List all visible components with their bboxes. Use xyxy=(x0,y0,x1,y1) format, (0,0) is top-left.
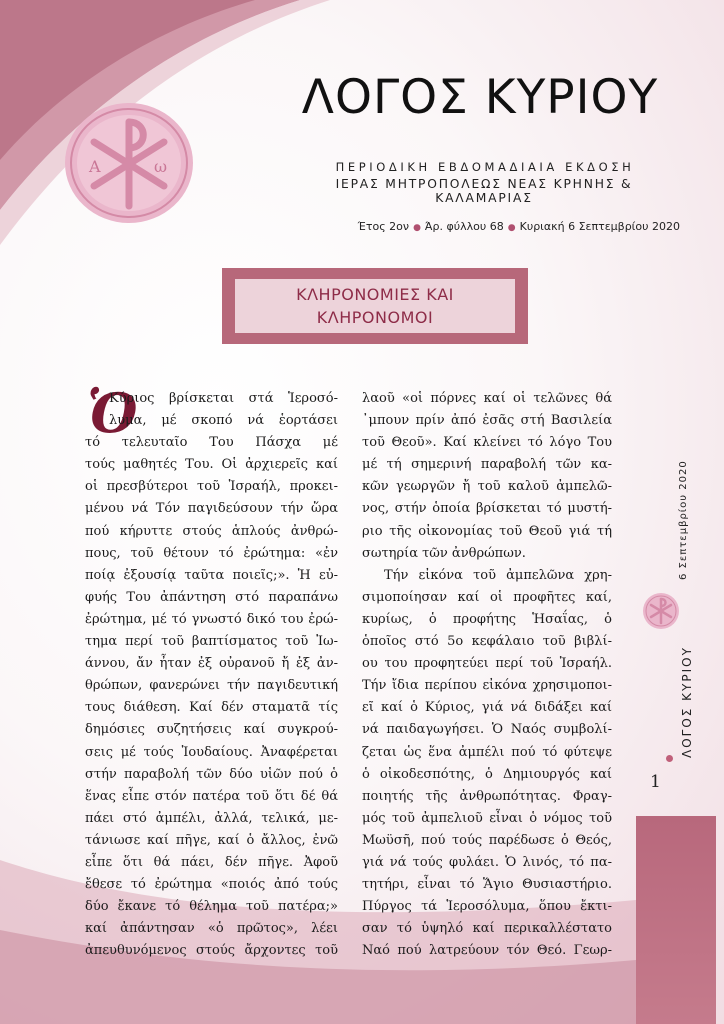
svg-text:ω: ω xyxy=(154,157,168,176)
text-line: εἶπε ὅτι θά πάει, δέν πῆγε. Ἀφοῦ xyxy=(85,854,338,870)
text-line: ριο τῆς οἰκονομίας τοῦ Θεοῦ γιά τή xyxy=(362,523,612,539)
text-line: Τήν εἰκόνα τοῦ ἀμπελῶνα χρη- xyxy=(384,567,612,583)
text-line: ου του προφητεύει περί τοῦ Ἰσραήλ. xyxy=(362,656,612,672)
text-line: σωτηρία τῶν ἀνθρώπων. xyxy=(362,545,526,561)
text-line: ᾿μπουν πρίν ἀπό ἐσᾶς στή Βασιλεία xyxy=(362,413,612,429)
article-title-line-1: ΚΛΗΡΟΝΟΜΙΕΣ ΚΑΙ xyxy=(296,285,454,304)
page-number: 1 xyxy=(650,772,661,792)
text-line: φυής Του ἀπάντηση στό παραπάνω xyxy=(85,589,338,605)
text-line: ποίᾳ ἐξουσίᾳ ταῦτα ποιεῖς;». Ἡ εὐ- xyxy=(85,567,338,583)
masthead-publisher: ΙΕΡΑΣ ΜΗΤΡΟΠΟΛΕΩΣ ΝΕΑΣ ΚΡΗΝΗΣ & ΚΑΛΑΜΑΡΙΑΣ xyxy=(335,177,633,205)
text-line: πους, τοῦ θέτουν τό ἐρώτημα: «ἐν xyxy=(85,545,338,561)
sidebar-date: 6 Σεπτεμβρίου 2020 xyxy=(678,460,689,580)
text-line: ἐρώτημα, μέ τό γνωστό δικό του ἐρώ- xyxy=(85,611,338,627)
text-line: κυρίως, ὁ προφήτης Ἡσαΐας, ὁ xyxy=(362,611,612,627)
text-line: τητήρι, εἶναι τό Ἅγιο Θυσιαστήριο. xyxy=(362,877,612,893)
drop-cap: Ὁ xyxy=(87,381,138,445)
issue-year: Έτος 2ον xyxy=(357,220,410,233)
text-line: μέ τή σημερινή παραβολή τῶν κα- xyxy=(362,457,612,473)
article-column-1 xyxy=(85,381,338,962)
text-line: γιά νά τούς φυλάει. Ὁ λινός, τό πα- xyxy=(362,854,612,870)
text-line: νά παιδαγωγήσει. Ὁ Ναός συμβολί- xyxy=(362,722,612,738)
text-line: μένου νά Τόν παγιδεύσουν τήν ὥρα xyxy=(85,501,338,517)
text-line: τοῦ Θεοῦ». Καί κλείνει τό λόγο Του xyxy=(362,435,612,451)
text-line: ὁποῖος στό 5ο κεφάλαιο τοῦ βιβλί- xyxy=(362,634,612,650)
text-line: πού κήρυττε στούς ἁπλούς ἀνθρώ- xyxy=(85,523,338,539)
svg-text:A: A xyxy=(89,157,101,176)
text-line: οἱ πρεσβύτεροι τοῦ Ἰσραήλ, προκει- xyxy=(85,479,338,495)
article-column-2 xyxy=(362,388,612,962)
text-line: λαοῦ «οἱ πόρνες καί οἱ τελῶνες θά xyxy=(362,391,612,406)
chi-rho-seal-icon xyxy=(62,100,196,226)
text-line: Κύριος βρίσκεται στά Ἱεροσό- xyxy=(109,391,338,406)
text-line: κῶν γεωργῶν ἤ τοῦ καλοῦ ἀμπελῶ- xyxy=(362,479,612,495)
text-line: νος, στήν ὁποία βρίσκεται τό μυστή- xyxy=(362,501,612,517)
masthead-title: ΛΟΓΟΣ ΚΥΡΙΟΥ xyxy=(301,70,659,125)
text-line: θρώπων, φανερώνει τήν παγιδευτική xyxy=(85,678,338,694)
text-line: στήν παραβολή τῶν δύο υἱῶν πού ὁ xyxy=(85,766,338,782)
masthead-subtitle: ΠΕΡΙΟΔΙΚΗ ΕΒΔΟΜΑΔΙΑΙΑ ΕΚΔΟΣΗ xyxy=(335,160,635,174)
text-line: Ναό πού λατρεύουν τόν Θεό. Γεωρ- xyxy=(362,943,612,959)
text-line: σαν τό ὑψηλό καί περικαλλέστατο xyxy=(362,921,612,937)
text-line: λυμα, μέ σκοπό νά ἑορτάσει xyxy=(109,413,338,429)
text-line: τάνιωσε καί πῆγε, καί ὁ ἄλλος, ἐνῶ xyxy=(85,832,338,848)
text-line: μός τοῦ ἀμπελιοῦ εἶναι ὁ νόμος τοῦ xyxy=(362,810,612,826)
chi-rho-mini-icon xyxy=(642,592,680,630)
text-line: ἀπευθυνόμενος στούς ἄρχοντες τοῦ xyxy=(85,943,338,959)
text-line: Τήν ἴδια περίπου εἰκόνα χρησιμοποι- xyxy=(362,678,612,694)
text-line: τό τελευταῖο Του Πάσχα μέ xyxy=(85,435,338,451)
text-line: ἕνας εἶπε στόν πατέρα τοῦ ὅτι δέ θά xyxy=(85,788,338,804)
decorative-side-bar xyxy=(636,816,716,1024)
bullet-icon xyxy=(666,755,673,762)
article-title xyxy=(235,279,515,333)
bullet-icon: ● xyxy=(413,223,421,233)
text-line: άννου, ἄν ἦταν ἐξ οὐρανοῦ ἤ ἐξ ἀν- xyxy=(85,656,338,672)
text-line: τους διάθεση. Καί δέν σταματᾶ τίς xyxy=(85,700,338,716)
text-line: Πύργος τά Ἱεροσόλυμα, ὅπου ἔκτι- xyxy=(362,899,612,915)
article-title-line-2: ΚΛΗΡΟΝΟΜΟΙ xyxy=(316,308,434,327)
text-line: σεις μέ τούς Ἰουδαίους. Ἀναφέρεται xyxy=(85,744,338,760)
issue-number: Άρ. φύλλου 68 xyxy=(424,220,504,233)
text-line: ἔθεσε τό ἐρώτημα «ποιός ἀπό τούς xyxy=(85,877,338,893)
text-line: πάει στό ἀμπέλι, ἀλλά, τελικά, με- xyxy=(85,810,338,826)
text-line: τημα περί τοῦ βαπτίσματος τοῦ Ἰω- xyxy=(85,634,338,650)
text-line: καί ἀπάντησαν «ὁ πρῶτος», λέει xyxy=(85,921,338,937)
issue-info xyxy=(306,220,680,233)
sidebar-logo: ΛΟΓΟΣ ΚΥΡΙΟΥ xyxy=(680,646,694,758)
text-line: δημόσιες συζητήσεις καί συγκρού- xyxy=(85,722,338,738)
text-line: ὁ οἰκοδεσπότης, ὁ Δημιουργός καί xyxy=(362,766,612,782)
article-title-box xyxy=(222,268,528,344)
text-line: τούς μαθητές Του. Οἱ ἀρχιερεῖς καί xyxy=(85,457,338,473)
issue-date: Κυριακή 6 Σεπτεμβρίου 2020 xyxy=(519,220,680,233)
text-line: εῖ καί ὁ Κύριος, γιά νά διδάξει καί xyxy=(362,700,612,716)
text-line: ποιητής τῆς ἀνθρωπότητας. Φραγ- xyxy=(362,788,612,804)
bullet-icon: ● xyxy=(507,223,516,233)
text-line: δύο ἔκανε τό θέλημα τοῦ πατέρα;» xyxy=(85,899,338,915)
text-line: ζεται ὡς ἕνα ἀμπέλι πού τό φύτεψε xyxy=(362,744,612,760)
text-line: σιμοποίησαν καί οἱ προφῆτες καί, xyxy=(362,589,612,605)
text-line: Μωϋσῆ, πού τούς παρέδωσε ὁ Θεός, xyxy=(362,832,612,848)
